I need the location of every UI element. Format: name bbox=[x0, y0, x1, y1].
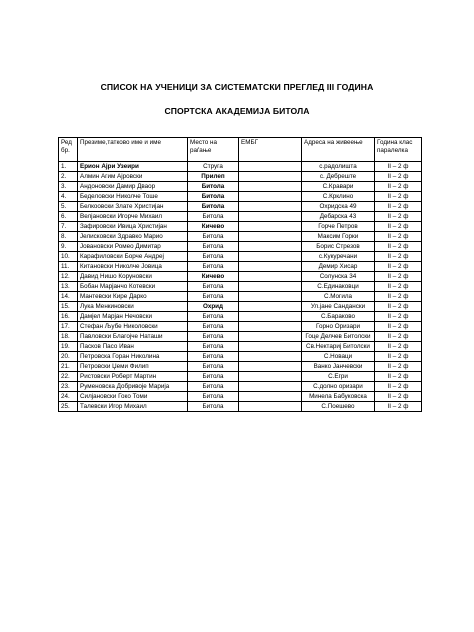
cell-embg bbox=[239, 312, 302, 322]
cell-num: 7. bbox=[59, 222, 78, 232]
cell-num: 15. bbox=[59, 302, 78, 312]
cell-birthplace: Битола bbox=[188, 392, 239, 402]
cell-address: Гоце Делчев Битолски bbox=[302, 332, 375, 342]
cell-name: Бобан Марјанчо Котевски bbox=[78, 282, 188, 292]
cell-num: 5. bbox=[59, 202, 78, 212]
cell-year-class: II – 2 ф bbox=[375, 322, 422, 332]
table-row bbox=[59, 242, 422, 252]
cell-year-class: II – 2 ф bbox=[375, 272, 422, 282]
document-subtitle: СПОРТСКА АКАДЕМИЈА БИТОЛА bbox=[164, 106, 310, 116]
cell-address: с. Дебреште bbox=[302, 172, 375, 182]
cell-embg bbox=[239, 342, 302, 352]
cell-birthplace: Битола bbox=[188, 402, 239, 412]
cell-name: Дамјел Марјан Нечовски bbox=[78, 312, 188, 322]
cell-address: Максим Горки bbox=[302, 232, 375, 242]
col-header-year-class: Година клас паралелка bbox=[375, 138, 422, 162]
cell-name: Ристовски Роберт Мартин bbox=[78, 372, 188, 382]
cell-birthplace: Битола bbox=[188, 242, 239, 252]
cell-name: Китановски Николче Јовица bbox=[78, 262, 188, 272]
cell-embg bbox=[239, 282, 302, 292]
table-row bbox=[59, 372, 422, 382]
cell-name: Белкоовски Злате Христијан bbox=[78, 202, 188, 212]
cell-num: 3. bbox=[59, 182, 78, 192]
table-row bbox=[59, 272, 422, 282]
cell-birthplace: Кичево bbox=[188, 272, 239, 282]
table-header bbox=[59, 138, 422, 162]
cell-name: Мантевски Кире Дарко bbox=[78, 292, 188, 302]
cell-year-class: II – 2 ф bbox=[375, 222, 422, 232]
cell-birthplace: Битола bbox=[188, 322, 239, 332]
cell-year-class: II – 2 ф bbox=[375, 352, 422, 362]
cell-year-class: II – 2 ф bbox=[375, 262, 422, 272]
cell-birthplace: Битола bbox=[188, 282, 239, 292]
table-row bbox=[59, 342, 422, 352]
table-row bbox=[59, 232, 422, 242]
cell-birthplace: Битола bbox=[188, 312, 239, 322]
cell-num: 19. bbox=[59, 342, 78, 352]
cell-address: Охридска 49 bbox=[302, 202, 375, 212]
cell-embg bbox=[239, 252, 302, 262]
cell-address: Св.Нектариј Битолски bbox=[302, 342, 375, 352]
cell-birthplace: Битола bbox=[188, 352, 239, 362]
cell-name: Зафировски Ивица Христијан bbox=[78, 222, 188, 232]
cell-year-class: II – 2 ф bbox=[375, 192, 422, 202]
cell-address: Ул.јане Сандански bbox=[302, 302, 375, 312]
cell-num: 21. bbox=[59, 362, 78, 372]
cell-embg bbox=[239, 242, 302, 252]
cell-year-class: II – 2 ф bbox=[375, 332, 422, 342]
cell-embg bbox=[239, 202, 302, 212]
table-row bbox=[59, 322, 422, 332]
table-row bbox=[59, 202, 422, 212]
cell-num: 8. bbox=[59, 232, 78, 242]
cell-address: С.Новаци bbox=[302, 352, 375, 362]
cell-embg bbox=[239, 402, 302, 412]
cell-birthplace: Битола bbox=[188, 192, 239, 202]
cell-year-class: II – 2 ф bbox=[375, 232, 422, 242]
table-row bbox=[59, 302, 422, 312]
cell-embg bbox=[239, 232, 302, 242]
table-row bbox=[59, 402, 422, 412]
cell-name: Павловски Благојче Наташи bbox=[78, 332, 188, 342]
table-row bbox=[59, 382, 422, 392]
cell-address: С.Егри bbox=[302, 372, 375, 382]
cell-embg bbox=[239, 382, 302, 392]
cell-name: Руменовска Добривоје Марија bbox=[78, 382, 188, 392]
cell-birthplace: Прилеп bbox=[188, 172, 239, 182]
table-row bbox=[59, 252, 422, 262]
cell-year-class: II – 2 ф bbox=[375, 242, 422, 252]
cell-address: Солунска 34 bbox=[302, 272, 375, 282]
cell-address: Минела Бабуковска bbox=[302, 392, 375, 402]
cell-num: 13. bbox=[59, 282, 78, 292]
cell-address: С.Могила bbox=[302, 292, 375, 302]
col-header-num: Ред бр. bbox=[59, 138, 78, 162]
table-body bbox=[59, 162, 422, 412]
cell-num: 1. bbox=[59, 162, 78, 172]
cell-address: с.радолишта bbox=[302, 162, 375, 172]
cell-year-class: II – 2 ф bbox=[375, 172, 422, 182]
cell-birthplace: Битола bbox=[188, 342, 239, 352]
cell-embg bbox=[239, 302, 302, 312]
cell-year-class: II – 2 ф bbox=[375, 382, 422, 392]
cell-num: 22. bbox=[59, 372, 78, 382]
cell-address: Борис Стрезов bbox=[302, 242, 375, 252]
document-title: СПИСОК НА УЧЕНИЦИ ЗА СИСТЕМАТСКИ ПРЕГЛЕД III ГОДИНА bbox=[100, 82, 374, 92]
cell-name: Стефан Љубе Николовски bbox=[78, 322, 188, 332]
cell-num: 18. bbox=[59, 332, 78, 342]
cell-embg bbox=[239, 172, 302, 182]
cell-embg bbox=[239, 392, 302, 402]
cell-address: С.Поешево bbox=[302, 402, 375, 412]
cell-year-class: II – 2 ф bbox=[375, 372, 422, 382]
cell-embg bbox=[239, 192, 302, 202]
table-header-row bbox=[59, 138, 422, 162]
cell-num: 11. bbox=[59, 262, 78, 272]
cell-num: 17. bbox=[59, 322, 78, 332]
table-row bbox=[59, 312, 422, 322]
cell-num: 6. bbox=[59, 212, 78, 222]
cell-address: Ванко Јанчевски bbox=[302, 362, 375, 372]
cell-address: С.Кравари bbox=[302, 182, 375, 192]
cell-embg bbox=[239, 222, 302, 232]
cell-birthplace: Битола bbox=[188, 212, 239, 222]
cell-name: Јовановски Ромео Димитар bbox=[78, 242, 188, 252]
cell-num: 10. bbox=[59, 252, 78, 262]
cell-year-class: II – 2 ф bbox=[375, 392, 422, 402]
cell-birthplace: Битола bbox=[188, 262, 239, 272]
table-row bbox=[59, 222, 422, 232]
cell-birthplace: Битола bbox=[188, 372, 239, 382]
cell-name: Беделовски Николче Тоше bbox=[78, 192, 188, 202]
table-row bbox=[59, 352, 422, 362]
cell-num: 23. bbox=[59, 382, 78, 392]
table-row bbox=[59, 282, 422, 292]
cell-address: Дебарска 43 bbox=[302, 212, 375, 222]
cell-num: 9. bbox=[59, 242, 78, 252]
cell-name: Карафиловски Борче Андреј bbox=[78, 252, 188, 262]
cell-embg bbox=[239, 262, 302, 272]
cell-embg bbox=[239, 162, 302, 172]
cell-embg bbox=[239, 332, 302, 342]
cell-year-class: II – 2 ф bbox=[375, 212, 422, 222]
cell-address: Демир Хисар bbox=[302, 262, 375, 272]
cell-num: 12. bbox=[59, 272, 78, 282]
cell-name: Ерион Ајри Узеири bbox=[78, 162, 188, 172]
table-row bbox=[59, 182, 422, 192]
cell-address: С.Бараково bbox=[302, 312, 375, 322]
cell-year-class: II – 2 ф bbox=[375, 202, 422, 212]
table-row bbox=[59, 262, 422, 272]
cell-name: Лука Менкиновски bbox=[78, 302, 188, 312]
student-table bbox=[58, 137, 422, 412]
cell-birthplace: Битола bbox=[188, 332, 239, 342]
cell-num: 14. bbox=[59, 292, 78, 302]
cell-address: Горно Оризари bbox=[302, 322, 375, 332]
cell-address: С.Единаковци bbox=[302, 282, 375, 292]
table-row bbox=[59, 212, 422, 222]
cell-name: Силјановски Гоко Томи bbox=[78, 392, 188, 402]
cell-name: Пасков Пасо Иван bbox=[78, 342, 188, 352]
cell-year-class: II – 2 ф bbox=[375, 182, 422, 192]
cell-name: Давид Нишо Коруновски bbox=[78, 272, 188, 282]
cell-name: Велјановски Игорче Михаил bbox=[78, 212, 188, 222]
table-row bbox=[59, 332, 422, 342]
cell-num: 20. bbox=[59, 352, 78, 362]
table-row bbox=[59, 392, 422, 402]
cell-num: 24. bbox=[59, 392, 78, 402]
cell-year-class: II – 2 ф bbox=[375, 162, 422, 172]
cell-address: Горче Петров bbox=[302, 222, 375, 232]
cell-year-class: II – 2 ф bbox=[375, 252, 422, 262]
cell-birthplace: Охрид bbox=[188, 302, 239, 312]
cell-birthplace: Битола bbox=[188, 232, 239, 242]
cell-year-class: II – 2 ф bbox=[375, 402, 422, 412]
cell-name: Андоновски Дамир Дваор bbox=[78, 182, 188, 192]
cell-address: С.долно оризари bbox=[302, 382, 375, 392]
cell-birthplace: Битола bbox=[188, 252, 239, 262]
cell-year-class: II – 2 ф bbox=[375, 292, 422, 302]
cell-embg bbox=[239, 182, 302, 192]
cell-name: Петровска Горан Николина bbox=[78, 352, 188, 362]
col-header-address: Адреса на живеење bbox=[302, 138, 375, 162]
cell-birthplace: Струга bbox=[188, 162, 239, 172]
cell-num: 16. bbox=[59, 312, 78, 322]
cell-num: 25. bbox=[59, 402, 78, 412]
cell-address: С.Крклино bbox=[302, 192, 375, 202]
col-header-embg: ЕМБГ bbox=[239, 138, 302, 162]
col-header-birthplace: Место на раѓање bbox=[188, 138, 239, 162]
cell-birthplace: Битола bbox=[188, 382, 239, 392]
cell-embg bbox=[239, 362, 302, 372]
cell-name: Талевски Игор Михаил bbox=[78, 402, 188, 412]
cell-embg bbox=[239, 212, 302, 222]
cell-embg bbox=[239, 272, 302, 282]
cell-embg bbox=[239, 372, 302, 382]
table-row bbox=[59, 172, 422, 182]
cell-address: с.Кукуречани bbox=[302, 252, 375, 262]
col-header-name: Презиме,татково име и име bbox=[78, 138, 188, 162]
cell-name: Петровски Џеми Филип bbox=[78, 362, 188, 372]
cell-year-class: II – 2 ф bbox=[375, 302, 422, 312]
cell-year-class: II – 2 ф bbox=[375, 312, 422, 322]
cell-birthplace: Кичево bbox=[188, 222, 239, 232]
table-row bbox=[59, 362, 422, 372]
cell-birthplace: Битола bbox=[188, 182, 239, 192]
cell-year-class: II – 2 ф bbox=[375, 362, 422, 372]
table-row bbox=[59, 162, 422, 172]
cell-year-class: II – 2 ф bbox=[375, 282, 422, 292]
cell-name: Алмин Агим Ајровски bbox=[78, 172, 188, 182]
table-row bbox=[59, 192, 422, 202]
cell-embg bbox=[239, 352, 302, 362]
cell-num: 2. bbox=[59, 172, 78, 182]
cell-name: Јелисковски Здравко Марио bbox=[78, 232, 188, 242]
cell-embg bbox=[239, 292, 302, 302]
cell-num: 4. bbox=[59, 192, 78, 202]
cell-birthplace: Битола bbox=[188, 202, 239, 212]
cell-year-class: II – 2 ф bbox=[375, 342, 422, 352]
table-row bbox=[59, 292, 422, 302]
cell-embg bbox=[239, 322, 302, 332]
cell-birthplace: Битола bbox=[188, 362, 239, 372]
cell-birthplace: Битола bbox=[188, 292, 239, 302]
